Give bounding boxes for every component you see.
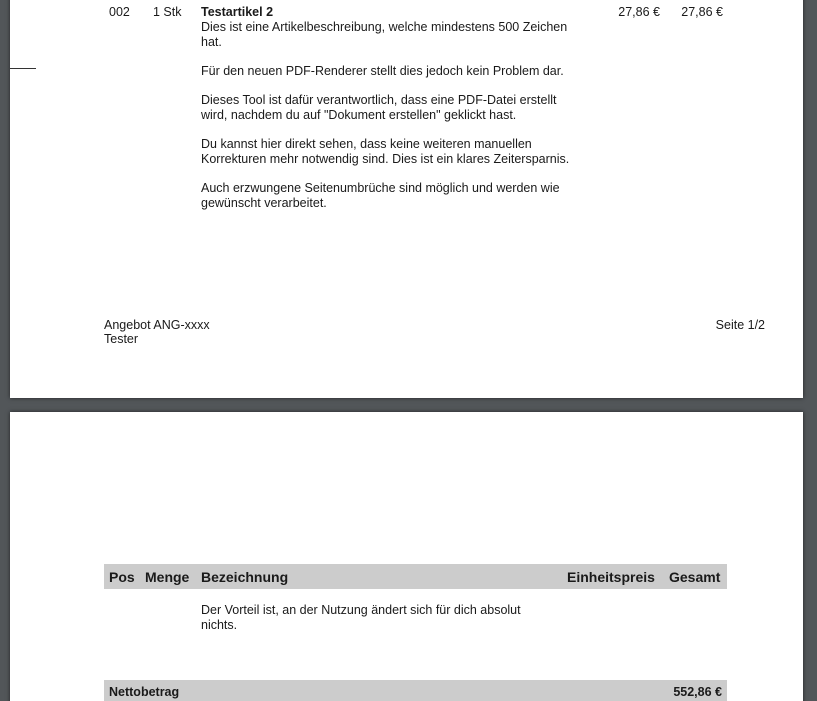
item-desc-paragraph: Du kannst hier direkt sehen, dass keine weiteren manuellen Korrekturen mehr notwendig sind. Dies ist ein klares Zeitersparnis. — [201, 137, 570, 166]
column-header-total: Gesamt — [669, 569, 721, 585]
item-desc-paragraph: Dieses Tool ist dafür verantwortlich, dass eine PDF-Datei erstellt wird, nachdem du auf "Dokument erstellen" geklickt hast. — [201, 93, 557, 122]
fold-mark — [10, 68, 36, 69]
column-header-unit-price: Einheitspreis — [567, 569, 655, 585]
item-title: Testartikel 2 — [201, 5, 274, 19]
net-total-label: Nettobetrag — [109, 685, 180, 699]
item-description — [201, 5, 571, 225]
table-header-row — [104, 564, 727, 589]
item-pos: 002 — [109, 5, 130, 19]
column-header-description: Bezeichnung — [201, 569, 289, 585]
footer-document-id: Angebot ANG-xxxx — [104, 318, 210, 332]
column-header-pos: Pos — [109, 569, 135, 585]
footer-page-number: Seite 1/2 — [715, 318, 765, 332]
item-quantity: 1 Stk — [153, 5, 182, 19]
column-header-quantity: Menge — [145, 569, 190, 585]
footer-author: Tester — [104, 332, 139, 346]
item-desc-paragraph: Für den neuen PDF-Renderer stellt dies jedoch kein Problem dar. — [201, 64, 564, 78]
item-unit-price: 27,86 € — [618, 5, 660, 19]
net-total-row — [104, 680, 727, 701]
item-desc-paragraph: Dies ist eine Artikelbeschreibung, welche mindestens 500 Zeichen hat. — [201, 20, 568, 49]
item-total: 27,86 € — [681, 5, 723, 19]
pdf-page-2 — [10, 412, 803, 701]
continuation-text: Der Vorteil ist, an der Nutzung ändert sich für dich absolut nichts. — [201, 603, 521, 632]
pdf-page-1 — [10, 0, 803, 398]
item-desc-paragraph: Auch erzwungene Seitenumbrüche sind möglich und werden wie gewünscht verarbeitet. — [201, 181, 560, 210]
net-total-value: 552,86 € — [673, 685, 722, 699]
